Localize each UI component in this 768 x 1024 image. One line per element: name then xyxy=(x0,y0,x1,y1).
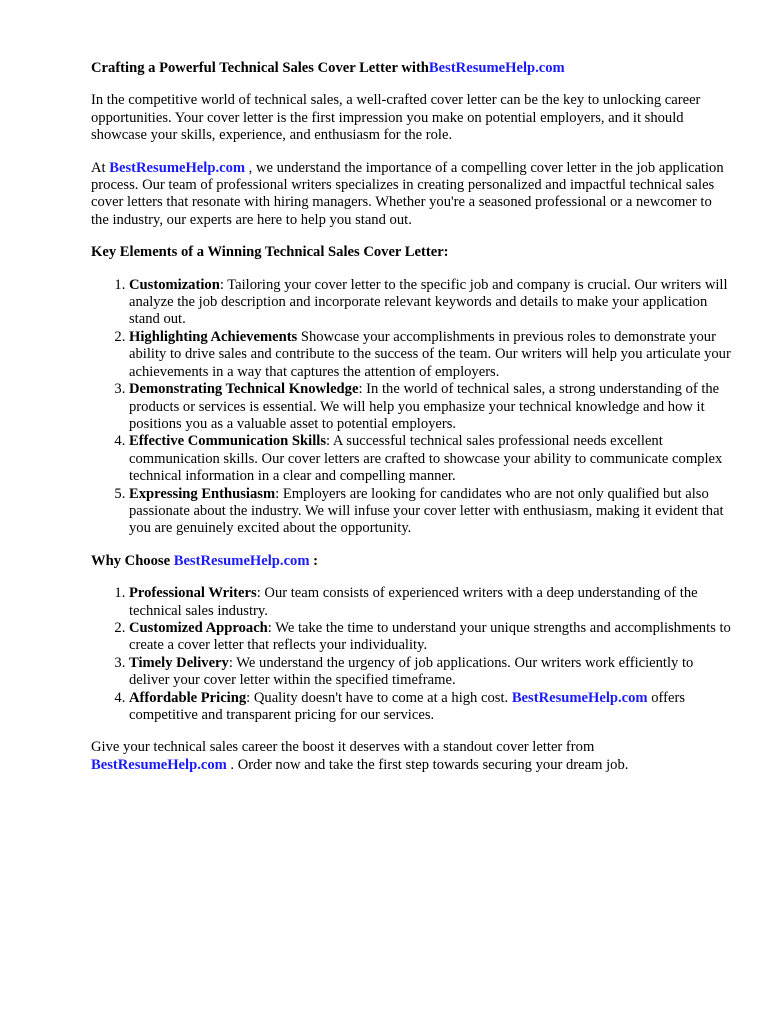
list-item-term: Affordable Pricing xyxy=(129,689,247,706)
list-item-term: Effective Communication Skills xyxy=(129,433,327,450)
list-item-sep: : xyxy=(267,619,272,636)
why-choose-link[interactable]: BestResumeHelp.com xyxy=(173,552,310,569)
list-item-sep: : xyxy=(275,485,280,502)
list-item xyxy=(129,486,731,538)
list-item-sep: : xyxy=(256,585,261,602)
list-item xyxy=(129,277,731,329)
title-link[interactable]: BestResumeHelp.com xyxy=(428,60,565,76)
list-item xyxy=(129,585,731,620)
key-elements-list xyxy=(91,277,731,538)
about-paragraph xyxy=(91,160,731,230)
why-choose-prefix: Why Choose xyxy=(91,552,174,569)
closing-link[interactable]: BestResumeHelp.com xyxy=(91,756,227,773)
list-item-sep: : xyxy=(219,276,224,293)
list-item-term: Customization xyxy=(129,276,220,293)
intro-paragraph: In the competitive world of technical sales, a well-crafted cover letter can be the key to unlocking career opportunities. Your cover letter is the first impression you make on potential employers, and it should showcase your skills, experience, and enthusiasm for the role. xyxy=(91,92,701,144)
list-item xyxy=(129,620,731,655)
about-text: , we understand the importance of a compelling cover letter in the job application process. Our team of professional writers specializes in creating personalized and impactful technical sales cover letters that resonate with hiring managers. Whether you're a seasoned professional or a newcomer to the industry, our experts are here to help you stand out. xyxy=(91,159,724,228)
page-title xyxy=(91,60,731,77)
key-elements-heading: Key Elements of a Winning Technical Sales Cover Letter: xyxy=(91,244,449,261)
title-text: Crafting a Powerful Technical Sales Cover Letter with xyxy=(91,60,429,76)
list-item-text: We understand the urgency of job applications. Our writers work efficiently to deliver your cover letter within the specified timeframe. xyxy=(129,654,694,689)
about-link[interactable]: BestResumeHelp.com xyxy=(109,159,246,176)
list-item xyxy=(129,329,731,381)
closing-paragraph xyxy=(91,739,731,774)
list-item-sep: : xyxy=(326,433,331,450)
list-item-sep: : xyxy=(228,654,233,671)
closing-suffix: . Order now and take the first step towards securing your dream job. xyxy=(226,756,629,773)
list-item xyxy=(129,433,731,485)
list-item-sep: : xyxy=(358,381,363,398)
why-choose-suffix: : xyxy=(309,552,319,569)
list-item-text: Showcase your accomplishments in previous roles to demonstrate your ability to drive sales and contribute to the success of the team. Our writers will help you articulate your achievements in a way that captures the attention of employers. xyxy=(129,328,731,380)
list-item xyxy=(129,690,731,725)
list-item-text: Tailoring your cover letter to the specific job and company is crucial. Our writers will analyze the job description and incorporate relevant keywords and details to make your application stand out. xyxy=(129,276,728,328)
list-item-text: Quality doesn't have to come at a high cost. xyxy=(250,689,512,706)
list-item-term: Highlighting Achievements xyxy=(129,328,298,345)
why-choose-list xyxy=(91,585,731,724)
pricing-link[interactable]: BestResumeHelp.com xyxy=(511,689,648,706)
list-item-term: Timely Delivery xyxy=(129,654,229,671)
list-item-term: Demonstrating Technical Knowledge xyxy=(129,381,359,398)
why-choose-heading xyxy=(91,553,731,570)
list-item-after: offers competitive and transparent pricing for our services. xyxy=(129,689,686,723)
list-item xyxy=(129,381,731,433)
list-item-term: Professional Writers xyxy=(129,585,257,602)
list-item xyxy=(129,655,731,690)
list-item-term: Expressing Enthusiasm xyxy=(129,485,276,502)
list-item-text: A successful technical sales professional needs excellent communication skills. Our cover letters are crafted to showcase your ability to communicate complex technical information in a clear and compelling manner. xyxy=(129,433,723,485)
list-item-text: We take the time to understand your unique strengths and accomplishments to create a cover letter that reflects your individuality. xyxy=(129,619,731,654)
list-item-sep: : xyxy=(246,689,251,706)
closing-text: Give your technical sales career the boost it deserves with a standout cover letter from xyxy=(91,739,595,756)
list-item-term: Customized Approach xyxy=(129,619,268,636)
list-item-text: Our team consists of experienced writers with a deep understanding of the technical sales industry. xyxy=(129,585,698,619)
list-item-text: Employers are looking for candidates who are not only qualified but also passionate about the industry. We will infuse your cover letter with enthusiasm, making it evident that you are genuinely excited about the opportunity. xyxy=(129,485,724,537)
document-page xyxy=(91,60,731,789)
list-item-text: In the world of technical sales, a strong understanding of the products or services is essential. We will help you emphasize your technical knowledge and how it positions you as a valuable asset to potential employers. xyxy=(129,381,720,432)
about-prefix: At xyxy=(91,159,110,176)
